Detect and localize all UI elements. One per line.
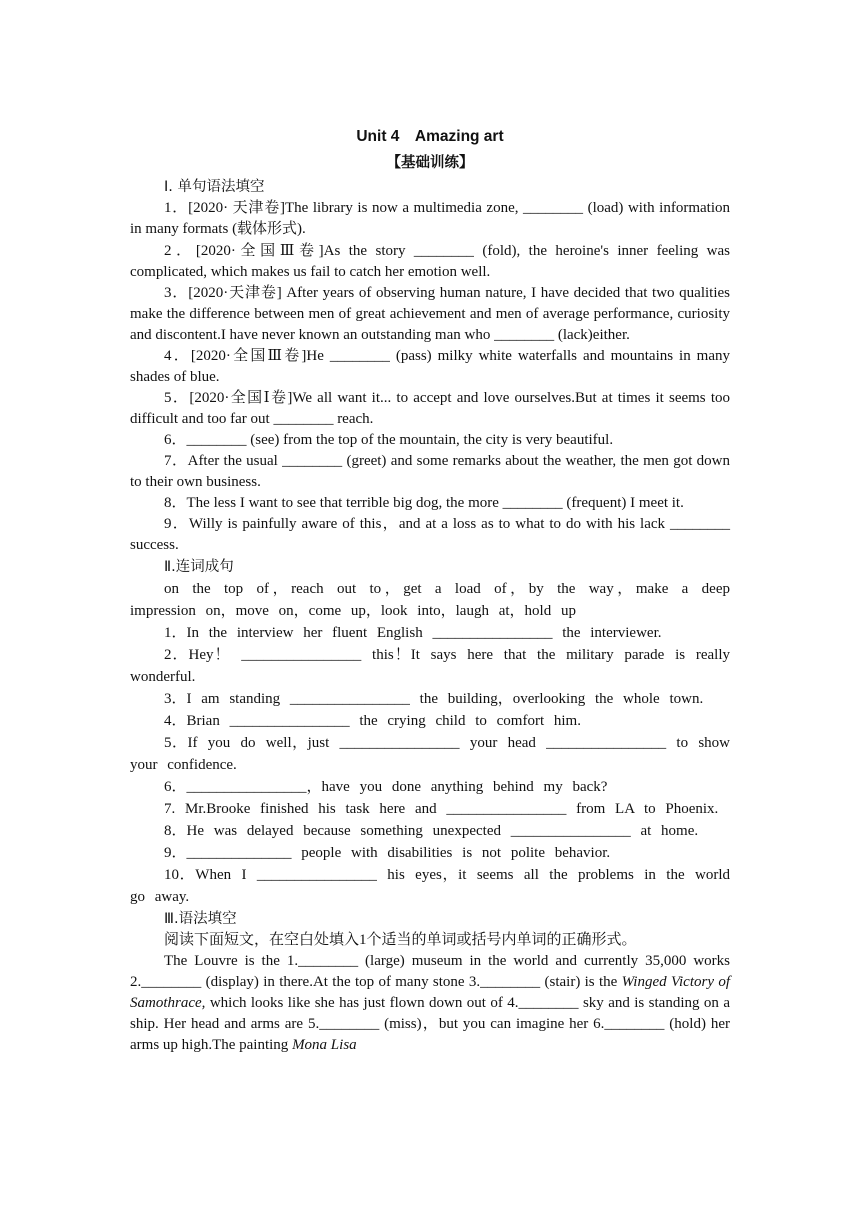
passage-part: which looks like she has just flown down out of 4.________ sky and is standing on a ship. Her head and arms are 5.________ (miss)，but you can imagine her 6.________ (hold) her arms up high.The painting	[130, 995, 730, 1053]
question-item: 1．[2020· 天津卷]The library is now a multimedia zone, ________ (load) with information in many formats (载体形式).	[130, 200, 730, 237]
question-item: 7. Mr.Brooke finished his task here and ________________ from LA to Phoenix.	[164, 801, 719, 817]
question-item: 2．[2020·全国Ⅲ卷]As the story ________ (fold), the heroine's inner feeling was complicated, which makes us fail to catch her emotion well.	[130, 243, 730, 280]
question-item: 8．He was delayed because something unexpected ________________ at home.	[164, 823, 699, 839]
passage-italic-title: Mona Lisa	[292, 1037, 357, 1053]
question-item: 9．______________ people with disabilities is not polite behavior.	[164, 845, 611, 861]
question-item: 3．[2020·天津卷] After years of observing human nature, I have decided that two qualities make the difference between men of great achievement and men of average performance, curiosity and discontent.I have never known an outstanding man who ________ (lack)either.	[130, 285, 730, 343]
question-item: 8．The less I want to see that terrible big dog, the more ________ (frequent) I meet it.	[164, 495, 684, 511]
question-item: 9．Willy is painfully aware of this，and at a loss as to what to do with his lack ________ success.	[130, 516, 730, 553]
question-item: 1．In the interview her fluent English ________________ the interviewer.	[164, 625, 662, 641]
question-item: 2．Hey！ ________________ this！It says here that the military parade is really wonderful.	[130, 647, 730, 685]
question-item: 3．I am standing ________________ the building，overlooking the whole town.	[164, 691, 704, 707]
document-page	[130, 124, 730, 1056]
section-heading-1: Ⅰ. 单句语法填空	[164, 179, 265, 195]
question-item: 6．________________，have you done anything behind my back?	[164, 779, 608, 795]
instruction-text: 阅读下面短文，在空白处填入1个适当的单词或括号内单词的正确形式。	[164, 932, 637, 948]
page-title: Unit 4 Amazing art	[356, 128, 504, 145]
word-bank: on the top of，reach out to，get a load of，by the way，make a deep impression on，move on，come up，look into，laugh at，hold up	[130, 581, 730, 619]
question-item: 4．Brian ________________ the crying child to comfort him.	[164, 713, 581, 729]
question-item: 6．________ (see) from the top of the mountain, the city is very beautiful.	[164, 432, 614, 448]
question-item: 5．If you do well，just ________________ your head ________________ to show your confidence.	[130, 735, 730, 773]
question-item: 10．When I ________________ his eyes，it seems all the problems in the world go away.	[130, 867, 730, 905]
question-item: 4．[2020·全国Ⅲ卷]He ________ (pass) milky white waterfalls and mountains in many shades of blue.	[130, 348, 730, 385]
passage-part: The Louvre is the 1.________ (large) museum in the world and currently 35,000 works 2.________ (display) in there.At the top of many stone 3.________ (stair) is the	[130, 953, 730, 990]
passage-italic-title: Winged Victory of Samothrace,	[130, 974, 730, 1011]
page-subtitle: 【基础训练】	[386, 155, 474, 171]
question-item: 5．[2020·全国Ⅰ卷]We all want it... to accept and love ourselves.But at times it seems too difficult and too far out ________ reach.	[130, 390, 730, 427]
question-item: 7．After the usual ________ (greet) and some remarks about the weather, the men got down to their own business.	[130, 453, 730, 490]
section-heading-3: Ⅲ.语法填空	[164, 911, 237, 927]
passage-text	[130, 951, 730, 1056]
section-heading-2: Ⅱ.连词成句	[164, 559, 234, 575]
